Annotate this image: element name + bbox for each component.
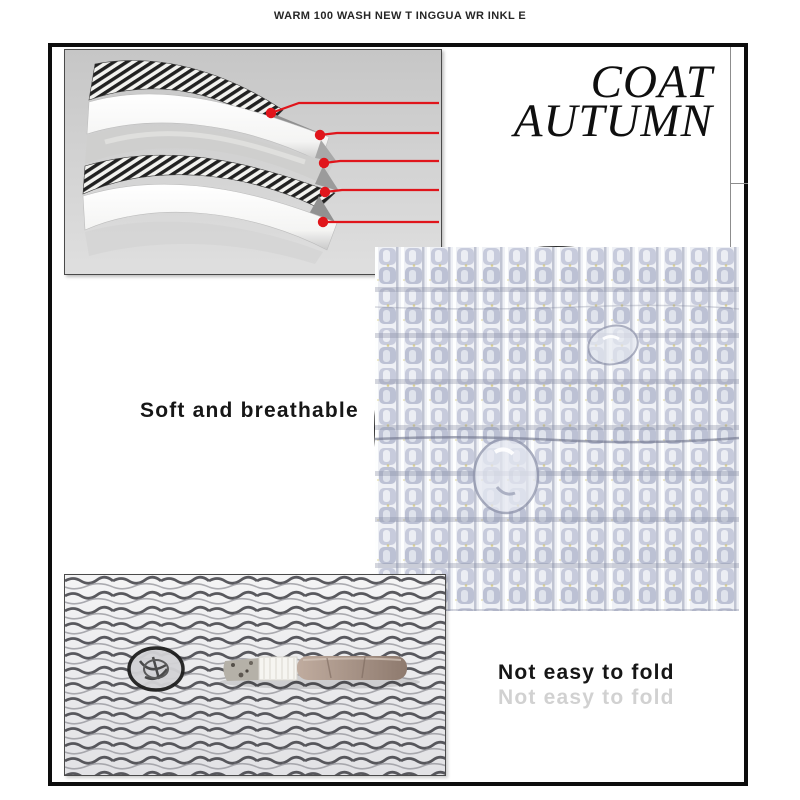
water-drop-large xyxy=(474,439,538,513)
fabric-layers-image xyxy=(64,49,442,275)
hero-line-1: COAT xyxy=(590,56,713,108)
feature-label-fold: Not easy to fold xyxy=(498,661,675,684)
decorative-rule-tick xyxy=(730,183,748,184)
poster-frame xyxy=(48,43,748,786)
feature-label-soft: Soft and breathable xyxy=(140,399,359,422)
hero-headline xyxy=(513,56,713,147)
foil-closeup-image xyxy=(374,246,738,610)
fabric-layers-drawing xyxy=(65,50,441,274)
foil-texture-drawing xyxy=(375,247,739,611)
cigarette xyxy=(220,656,420,689)
page-title: WARM 100 WASH NEW T INGGUA WR INKL E xyxy=(273,10,527,22)
hero-line-2: AUTUMN xyxy=(513,94,713,147)
heat-test-image xyxy=(64,574,446,776)
heat-test-drawing xyxy=(65,575,445,775)
burn-mark xyxy=(129,648,183,690)
feature-label-fold-ghost: Not easy to fold xyxy=(498,686,675,709)
